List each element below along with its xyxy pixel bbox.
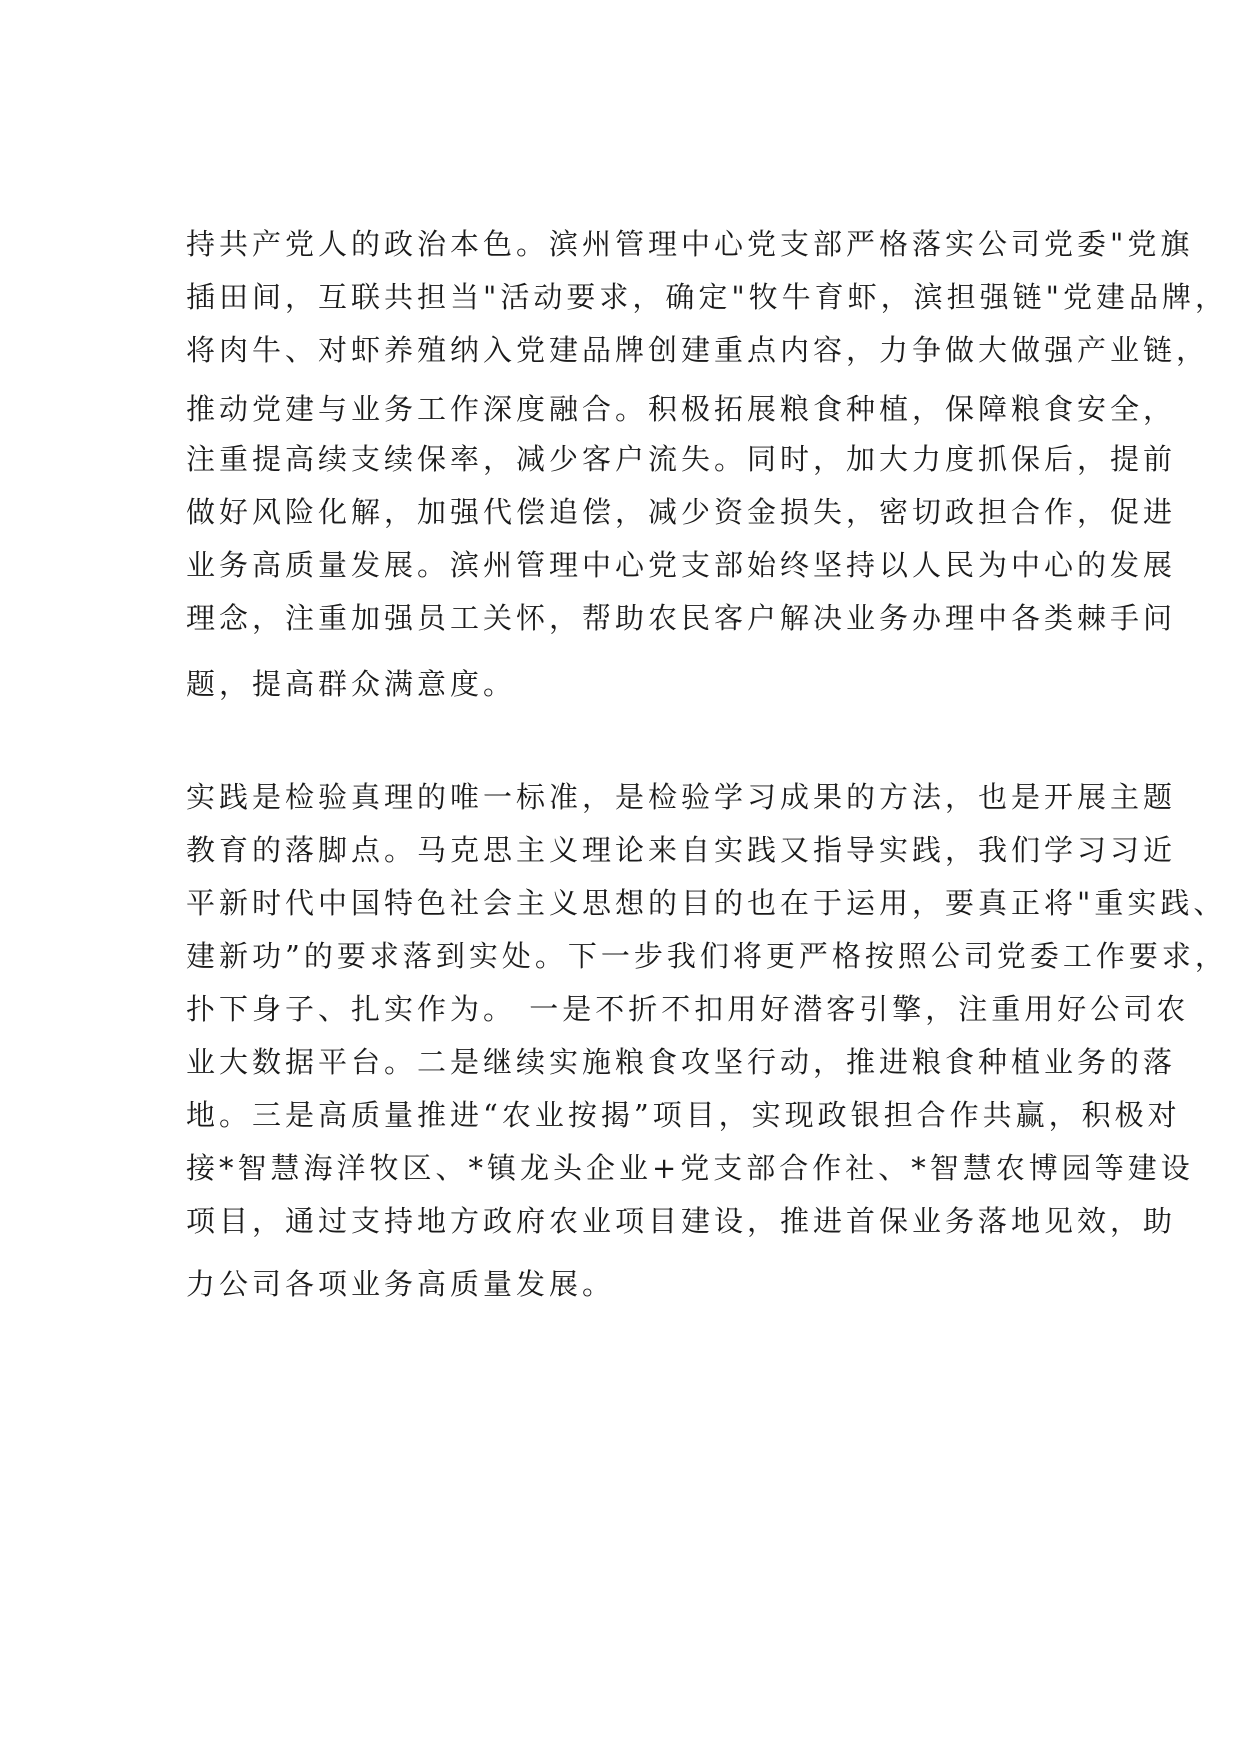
text-line: 插田间，互联共担当"活动要求，确定"牧牛育虾，滨担强链"党建品牌， <box>186 280 1229 314</box>
text-line: 项目，通过支持地方政府农业项目建设，推进首保业务落地见效，助 <box>186 1204 1177 1238</box>
text-line: 地。三是高质量推进“农业按揭”项目，实现政银担合作共赢，积极对 <box>186 1098 1181 1132</box>
text-line: 题，提高群众满意度。 <box>186 667 517 701</box>
text-line: 业大数据平台。二是继续实施粮食攻坚行动，推进粮食种植业务的落 <box>186 1045 1177 1079</box>
text-line: 将肉牛、对虾养殖纳入党建品牌创建重点内容，力争做大做强产业链， <box>186 333 1210 367</box>
text-line: 力公司各项业务高质量发展。 <box>186 1267 616 1301</box>
text-line: 持共产党人的政治本色。滨州管理中心党支部严格落实公司党委"党旗 <box>186 227 1194 261</box>
text-line: 业务高质量发展。滨州管理中心党支部始终坚持以人民为中心的发展 <box>186 548 1177 582</box>
text-line: 实践是检验真理的唯一标准，是检验学习成果的方法，也是开展主题 <box>186 780 1177 814</box>
text-line: 做好风险化解，加强代偿追偿，减少资金损失，密切政担合作，促进 <box>186 495 1177 529</box>
text-line: 平新时代中国特色社会主义思想的目的也在于运用，要真正将"重实践、 <box>186 886 1227 920</box>
text-line: 建新功”的要求落到实处。下一步我们将更严格按照公司党委工作要求， <box>186 939 1228 973</box>
text-line: 推动党建与业务工作深度融合。积极拓展粮食种植，保障粮食安全， <box>186 392 1177 426</box>
text-line: 扑下身子、扎实作为。 一是不折不扣用好潜客引擎，注重用好公司农 <box>186 992 1190 1026</box>
text-line: 教育的落脚点。马克思主义理论来自实践又指导实践，我们学习习近 <box>186 833 1177 867</box>
text-line: 理念，注重加强员工关怀，帮助农民客户解决业务办理中各类棘手问 <box>186 601 1177 635</box>
text-line: 接*智慧海洋牧区、*镇龙头企业+党支部合作社、*智慧农博园等建设 <box>186 1151 1194 1185</box>
text-line: 注重提高续支续保率，减少客户流失。同时，加大力度抓保后，提前 <box>186 442 1177 476</box>
